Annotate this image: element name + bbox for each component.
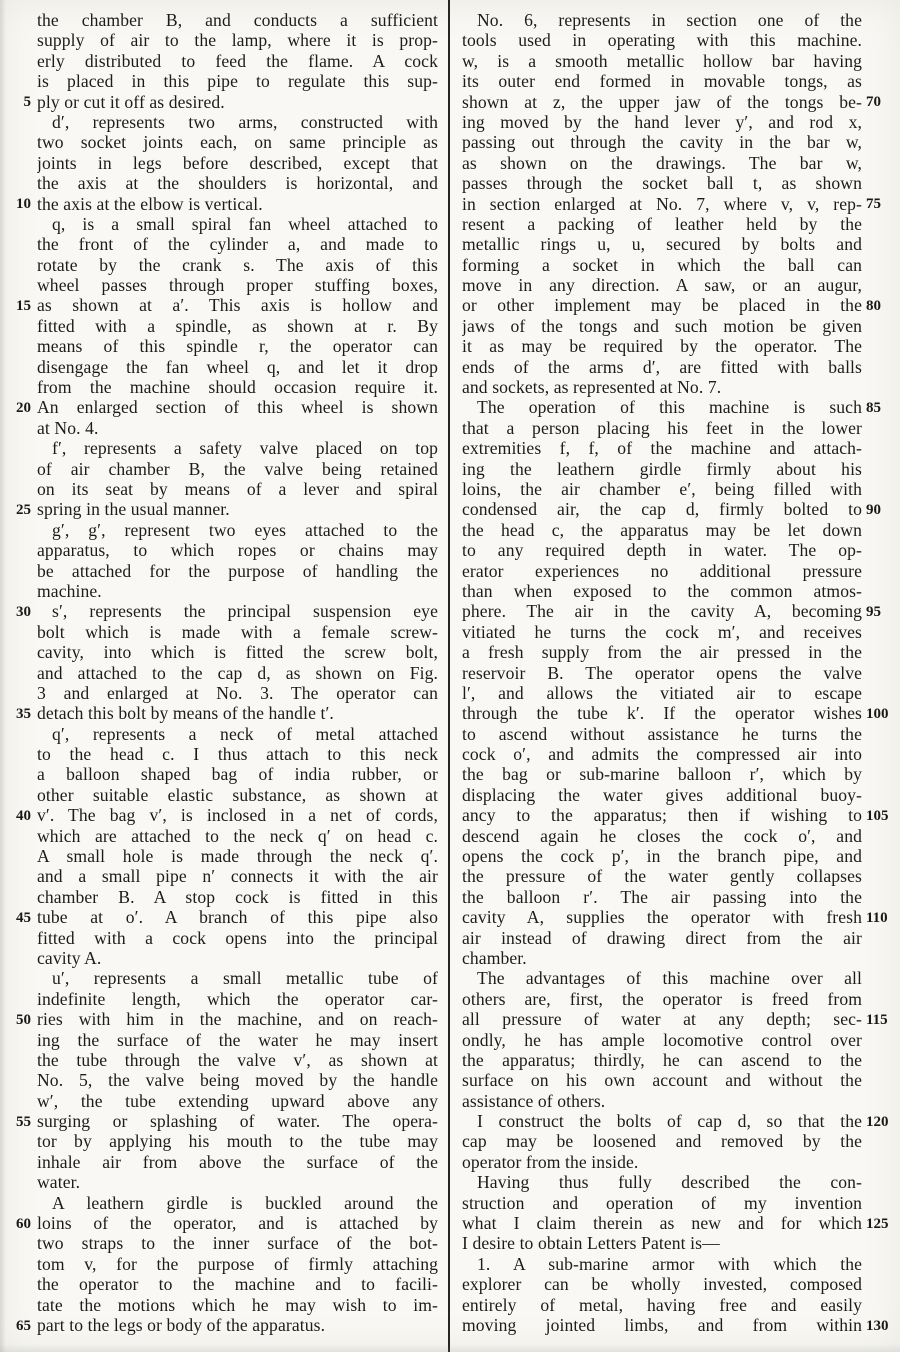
text-line	[462, 805, 889, 826]
line-text: ing moved by the hand lever y′, and rod x,	[462, 111, 862, 132]
text-line	[37, 153, 438, 173]
line-text: d′, represents two arms, constructed with	[52, 111, 438, 132]
line-text: fitted with a cock opens into the principal	[37, 927, 438, 948]
text-line	[462, 846, 862, 866]
text-line	[462, 1274, 862, 1294]
line-text: inhale air from above the surface of the	[37, 1151, 438, 1172]
line-text: passes through the socket ball t, as shown	[462, 173, 862, 194]
line-text: on its seat by means of a lever and spiral	[37, 478, 438, 499]
line-text: descend again he closes the cock o′, and	[462, 825, 862, 846]
text-line	[37, 561, 438, 581]
line-text: spring in the usual manner.	[37, 499, 230, 520]
line-number: 125	[866, 1215, 889, 1232]
line-number: 15	[16, 297, 31, 314]
line-text: erator experiences no additional pressure	[462, 560, 862, 581]
text-line	[37, 10, 438, 30]
text-line	[16, 1111, 438, 1132]
text-line	[462, 866, 862, 886]
text-line	[462, 764, 862, 784]
line-text: others are, first, the operator is freed from	[462, 988, 862, 1009]
line-text: wheel passes through proper stuffing boxes,	[37, 275, 438, 296]
text-line	[462, 418, 862, 438]
line-number: 35	[16, 705, 31, 722]
text-line	[37, 785, 438, 805]
line-text: The advantages of this machine over all	[477, 968, 862, 989]
text-line	[37, 316, 438, 336]
line-text: surging or splashing of water. The opera-	[37, 1111, 438, 1132]
text-line	[462, 622, 862, 642]
text-line	[462, 499, 881, 520]
text-line	[462, 928, 862, 948]
line-number: 10	[16, 196, 31, 213]
text-line	[37, 764, 438, 784]
line-text: cavity, into which is fitted the screw bolt,	[37, 642, 438, 663]
line-text: the pressure of the water gently collapses	[462, 866, 862, 887]
line-text: cap may be loosened and removed by the	[462, 1131, 862, 1152]
line-text: Having thus fully described the con-	[477, 1172, 862, 1193]
text-line	[16, 601, 438, 622]
text-line	[37, 1070, 438, 1090]
line-text: its outer end formed in movable tongs, as	[462, 71, 862, 92]
text-line	[37, 1131, 438, 1151]
line-text: as shown on the drawings. The bar w,	[462, 152, 862, 173]
text-line	[462, 173, 862, 193]
line-text: rotate by the crank s. The axis of this	[37, 254, 438, 275]
text-line	[37, 112, 438, 132]
line-text: cavity A.	[37, 947, 102, 968]
line-text: two straps to the inner surface of the bot-	[37, 1233, 438, 1254]
line-text: detach this bolt by means of the handle t′.	[37, 703, 334, 724]
line-text: a balloon shaped bag of india rubber, or	[37, 764, 438, 785]
line-text: the front of the cylinder a, and made to	[37, 234, 438, 255]
line-text: tom v, for the purpose of firmly attaching	[37, 1253, 438, 1274]
text-line	[462, 397, 881, 418]
line-text: chamber.	[462, 947, 527, 968]
line-text: ries with him in the machine, and on reach-	[37, 1009, 438, 1030]
text-line	[37, 1295, 438, 1315]
line-text: through the tube k′. If the operator wishes	[462, 703, 862, 724]
text-line	[462, 214, 862, 234]
line-number: 50	[16, 1011, 31, 1028]
line-text: it as may be required by the operator. The	[462, 336, 862, 357]
text-line	[16, 703, 438, 724]
text-line	[37, 1172, 438, 1192]
line-text: ply or cut it off as desired.	[37, 91, 225, 112]
line-text: s′, represents the principal suspension eye	[52, 601, 438, 622]
line-text: v′. The bag v′, is inclosed in a net of cords,	[37, 805, 438, 826]
line-text: tor by applying his mouth to the tube may	[37, 1131, 438, 1152]
text-line	[37, 214, 438, 234]
text-line	[462, 826, 862, 846]
line-text: cock o′, and admits the compressed air into	[462, 744, 862, 765]
text-line	[462, 1213, 889, 1234]
text-line	[37, 622, 438, 642]
line-text: forming a socket in which the ball can	[462, 254, 862, 275]
line-text: phere. The air in the cavity A, becoming	[462, 601, 862, 622]
line-text: to any required depth in water. The op-	[462, 540, 862, 561]
text-line	[37, 1030, 438, 1050]
text-line	[462, 968, 862, 988]
line-text: 3 and enlarged at No. 3. The operator can	[37, 682, 438, 703]
text-line	[37, 1193, 438, 1213]
line-text: other suitable elastic substance, as shown at	[37, 784, 438, 805]
line-text: disengage the fan wheel q, and let it drop	[37, 356, 438, 377]
line-text: the balloon r′. The air passing into the	[462, 886, 862, 907]
text-line	[16, 499, 438, 520]
line-text: chamber B. A stop cock is fitted in this	[37, 886, 438, 907]
text-line	[462, 1295, 862, 1315]
line-text: metallic rings u, u, secured by bolts and	[462, 234, 862, 255]
right-column	[450, 0, 900, 1352]
line-text: An enlarged section of this wheel is shown	[37, 397, 438, 418]
line-text: as shown at a′. This axis is hollow and	[37, 295, 438, 316]
text-line	[462, 1152, 862, 1172]
text-line	[462, 438, 862, 458]
line-text: is placed in this pipe to regulate this sup-	[37, 71, 438, 92]
line-text: supply of air to the lamp, where it is prop-	[37, 30, 438, 51]
line-number: 85	[866, 399, 881, 416]
text-line	[16, 1213, 438, 1234]
text-line	[462, 357, 862, 377]
text-line	[37, 479, 438, 499]
text-line	[37, 968, 438, 988]
line-text: cavity A, supplies the operator with fresh	[462, 907, 862, 928]
line-text: apparatus, to which ropes or chains may	[37, 540, 438, 561]
line-text: loins, the air chamber e′, being filled with	[462, 478, 862, 499]
text-line	[462, 744, 862, 764]
line-text: opens the cock p′, in the branch pipe, and	[462, 846, 862, 867]
line-text: struction and operation of my invention	[462, 1192, 862, 1213]
text-line	[37, 459, 438, 479]
text-line	[462, 132, 862, 152]
text-line	[37, 642, 438, 662]
line-text: displacing the water gives additional buoy-	[462, 784, 862, 805]
line-text: part to the legs or body of the apparatus.	[37, 1315, 326, 1335]
line-number: 130	[866, 1317, 889, 1334]
line-text: l′, and allows the vitiated air to escape	[462, 682, 862, 703]
line-number: 20	[16, 399, 31, 416]
line-text: ondly, he has ample locomotive control over	[462, 1029, 862, 1050]
text-line	[37, 1233, 438, 1253]
text-line	[16, 1009, 438, 1030]
text-line	[37, 744, 438, 764]
line-text: all pressure of water at any depth; sec-	[462, 1009, 862, 1030]
text-line	[462, 601, 881, 622]
text-line	[37, 989, 438, 1009]
text-line	[23, 91, 438, 112]
text-line	[37, 1152, 438, 1172]
line-text: the tube through the valve v′, as shown at	[37, 1049, 438, 1070]
line-text: move in any direction. A saw, or an augur,	[462, 275, 862, 296]
line-text: q, is a small spiral fan wheel attached to	[52, 213, 438, 234]
line-text: to the head c. I thus attach to this neck	[37, 744, 438, 765]
line-text: ends of the arms d′, are fitted with balls	[462, 356, 862, 377]
line-text: from the machine should occasion require it.	[37, 377, 438, 398]
text-line	[37, 377, 438, 397]
text-line	[37, 438, 438, 458]
text-line	[462, 295, 881, 316]
text-line	[462, 275, 862, 295]
text-line	[462, 785, 862, 805]
text-line	[462, 10, 862, 30]
line-text: ing the surface of the water he may insert	[37, 1029, 438, 1050]
line-number: 40	[16, 807, 31, 824]
text-line	[462, 255, 862, 275]
text-line	[462, 316, 862, 336]
text-line	[462, 336, 862, 356]
line-text: to ascend without assistance he turns the	[462, 723, 862, 744]
text-line	[462, 459, 862, 479]
line-text: and attached to the cap d, as shown on Fig.	[37, 662, 438, 683]
text-line	[37, 1274, 438, 1294]
line-text: operator from the inside.	[462, 1151, 639, 1172]
line-number: 30	[16, 603, 31, 620]
line-text: the axis at the elbow is vertical.	[37, 193, 263, 214]
line-number: 100	[866, 705, 889, 722]
text-line	[37, 683, 438, 703]
line-text: joints in legs before described, except that	[37, 152, 438, 173]
text-line	[462, 642, 862, 662]
line-text: that a person placing his feet in the lower	[462, 417, 862, 438]
line-number: 95	[866, 603, 881, 620]
text-line	[37, 255, 438, 275]
text-line	[462, 1030, 862, 1050]
line-text: No. 6, represents in section one of the	[477, 10, 862, 30]
line-text: of air chamber B, the valve being retained	[37, 458, 438, 479]
text-line	[37, 724, 438, 744]
text-line	[37, 1254, 438, 1274]
text-line	[37, 418, 438, 438]
line-number: 75	[866, 196, 881, 213]
line-text: tools used in operating with this machine.	[462, 30, 862, 51]
line-text: A small hole is made through the neck q′.	[37, 846, 438, 867]
text-line	[37, 275, 438, 295]
text-line	[462, 193, 881, 214]
line-text: passing out through the cavity in the bar w,	[462, 132, 862, 153]
line-text: in section enlarged at No. 7, where v, v, rep-	[462, 193, 862, 214]
line-text: which are attached to the neck q′ on head c.	[37, 825, 438, 846]
line-number: 45	[16, 909, 31, 926]
text-line	[462, 989, 862, 1009]
line-text: The operation of this machine is such	[477, 397, 862, 418]
text-line	[462, 703, 889, 724]
line-text: loins of the operator, and is attached by	[37, 1213, 438, 1234]
text-line	[462, 1070, 862, 1090]
line-text: be attached for the purpose of handling the	[37, 560, 438, 581]
text-line	[462, 663, 862, 683]
text-line	[462, 1009, 888, 1030]
line-text: the chamber B, and conducts a sufficient	[37, 10, 438, 30]
text-line	[462, 153, 862, 173]
line-text: reservoir B. The operator opens the valve	[462, 662, 862, 683]
line-text: shown at z, the upper jaw of the tongs be-	[462, 91, 862, 112]
text-line	[462, 1193, 862, 1213]
line-text: or other implement may be placed in the	[462, 295, 862, 316]
line-text: A leathern girdle is buckled around the	[52, 1192, 438, 1213]
line-text: entirely of metal, having free and easily	[462, 1294, 862, 1315]
line-text: fitted with a spindle, as shown at r. By	[37, 315, 438, 336]
text-line	[37, 866, 438, 886]
text-line	[16, 397, 438, 418]
text-line	[37, 1050, 438, 1070]
line-text: the axis at the shoulders is horizontal, and	[37, 173, 438, 194]
line-text: ancy to the apparatus; then if wishing to	[462, 805, 862, 826]
text-line	[37, 336, 438, 356]
line-text: moving jointed limbs, and from within	[462, 1315, 862, 1335]
line-text: surface on his own account and without the	[462, 1070, 862, 1091]
text-line	[37, 520, 438, 540]
text-line	[462, 887, 862, 907]
text-line	[462, 1091, 862, 1111]
line-text: the operator to the machine and to facili-	[37, 1274, 438, 1295]
text-line	[37, 71, 438, 91]
text-line	[462, 561, 862, 581]
line-text: indefinite length, which the operator car-	[37, 988, 438, 1009]
text-line	[37, 663, 438, 683]
line-number: 80	[866, 297, 881, 314]
line-text: the head c, the apparatus may be let down	[462, 519, 862, 540]
line-number: 105	[866, 807, 889, 824]
line-text: machine.	[37, 580, 102, 601]
line-text: w′, the tube extending upward above any	[37, 1090, 438, 1111]
text-line	[462, 1315, 889, 1335]
text-line	[37, 928, 438, 948]
text-line	[462, 1050, 862, 1070]
text-line	[462, 1111, 889, 1132]
line-text: means of this spindle r, the operator can	[37, 336, 438, 357]
line-text: resent a packing of leather held by the	[462, 213, 862, 234]
line-number: 5	[23, 94, 31, 111]
line-number: 110	[866, 909, 888, 926]
line-text: two socket joints each, on same principle as	[37, 132, 438, 153]
text-line	[462, 71, 862, 91]
text-line	[462, 1233, 862, 1253]
line-number: 60	[16, 1215, 31, 1232]
text-line	[16, 193, 438, 214]
text-line	[462, 724, 862, 744]
line-number: 115	[866, 1011, 888, 1028]
line-text: erly distributed to feed the flame. A cock	[37, 50, 438, 71]
line-text: condensed air, the cap d, firmly bolted to	[462, 499, 862, 520]
text-line	[16, 907, 438, 928]
line-number: 55	[16, 1113, 31, 1130]
line-text: what I claim therein as new and for which	[462, 1213, 862, 1234]
line-text: q′, represents a neck of metal attached	[52, 723, 438, 744]
line-text: and sockets, as represented at No. 7.	[462, 377, 722, 398]
line-number: 90	[866, 501, 881, 518]
text-line	[462, 948, 862, 968]
text-line	[462, 907, 888, 928]
text-line	[462, 1131, 862, 1151]
text-line	[462, 377, 862, 397]
line-text: assistance of others.	[462, 1090, 606, 1111]
line-text: w, is a smooth metallic hollow bar having	[462, 50, 862, 71]
text-line	[37, 234, 438, 254]
text-line	[16, 805, 438, 826]
line-text: water.	[37, 1172, 81, 1193]
text-line	[462, 683, 862, 703]
line-text: f′, represents a safety valve placed on top	[52, 438, 438, 459]
line-text: g′, g′, represent two eyes attached to the	[52, 519, 438, 540]
text-line	[37, 30, 438, 50]
line-text: explorer can be wholly invested, composed	[462, 1274, 862, 1295]
text-line	[462, 112, 862, 132]
line-number: 25	[16, 501, 31, 518]
line-text: No. 5, the valve being moved by the handle	[37, 1070, 438, 1091]
line-text: I construct the bolts of cap d, so that the	[477, 1111, 862, 1132]
text-line	[37, 581, 438, 601]
text-line	[37, 1091, 438, 1111]
text-line	[16, 295, 438, 316]
text-line	[462, 1172, 862, 1192]
text-line	[462, 581, 862, 601]
line-text: I desire to obtain Letters Patent is—	[462, 1233, 720, 1254]
text-line	[462, 479, 862, 499]
text-line	[462, 1254, 862, 1274]
line-text: u′, represents a small metallic tube of	[52, 968, 438, 989]
line-text: than when exposed to the common atmos-	[462, 580, 862, 601]
text-line	[462, 234, 862, 254]
text-line	[37, 132, 438, 152]
line-text: tate the motions which he may wish to im-	[37, 1294, 438, 1315]
text-line	[37, 887, 438, 907]
text-line	[37, 357, 438, 377]
text-line	[37, 948, 438, 968]
line-number: 65	[16, 1317, 31, 1334]
line-text: the bag or sub-marine balloon r′, which by	[462, 764, 862, 785]
line-text: jaws of the tongs and such motion be given	[462, 315, 862, 336]
text-line	[462, 51, 862, 71]
line-text: a fresh supply from the air pressed in the	[462, 642, 862, 663]
line-number: 120	[866, 1113, 889, 1130]
line-number: 70	[866, 94, 881, 111]
text-line	[37, 826, 438, 846]
text-line	[16, 1315, 438, 1335]
text-line	[462, 520, 862, 540]
line-text: extremities f, f, of the machine and attach-	[462, 438, 862, 459]
text-line	[462, 540, 862, 560]
line-text: ing the leathern girdle firmly about his	[462, 458, 862, 479]
line-text: tube at o′. A branch of this pipe also	[37, 907, 438, 928]
text-line	[37, 173, 438, 193]
line-text: 1. A sub-marine armor with which the	[477, 1253, 862, 1274]
line-text: air instead of drawing direct from the air	[462, 927, 862, 948]
line-text: bolt which is made with a female screw-	[37, 621, 438, 642]
line-text: at No. 4.	[37, 417, 99, 438]
text-line	[37, 51, 438, 71]
line-text: the apparatus; thirdly, he can ascend to the	[462, 1049, 862, 1070]
text-line	[462, 91, 881, 112]
line-text: and a small pipe n′ connects it with the air	[37, 866, 438, 887]
line-text: vitiated he turns the cock m′, and receives	[462, 621, 862, 642]
text-line	[462, 30, 862, 50]
text-line	[37, 846, 438, 866]
text-line	[37, 540, 438, 560]
